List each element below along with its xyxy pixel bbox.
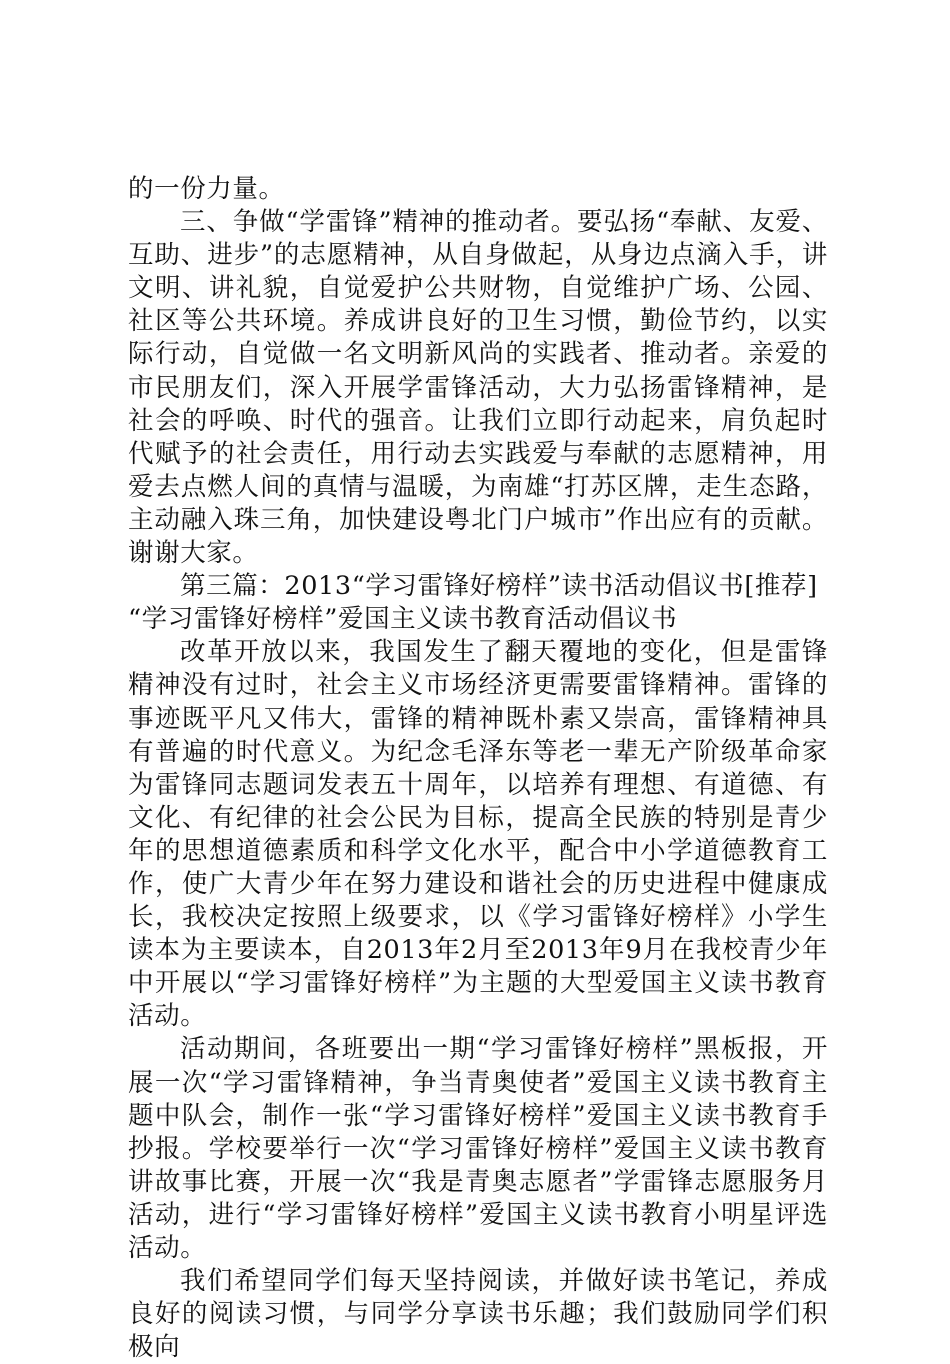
paragraph-background: 改革开放以来，我国发生了翻天覆地的变化，但是雷锋精神没有过时，社会主义市场经济更需要雷锋精神。雷锋的事迹既平凡又伟大，雷锋的精神既朴素又崇高，雷锋精神具有普遍的时代意义。为纪念毛泽东等老一辈无产阶级革命家为雷锋同志题词发表五十周年，以培养有理想、有道德、有文化、有纪律的社会公民为目标，提高全民族的特别是青少年的思想道德素质和科学文化水平，配合中小学道德教育工作，使广大青少年在努力建设和谐社会的历史进程中健康成长，我校决定按照上级要求，以《学习雷锋好榜样》小学生读本为主要读本，自2013年2月至2013年9月在我校青少年中开展以“学习雷锋好榜样”为主题的大型爱国主义读书教育活动。 (128, 637, 828, 1032)
proposal-title: “学习雷锋好榜样”爱国主义读书教育活动倡议书 (128, 604, 678, 635)
paragraph-continuation: 的一份力量。 (128, 174, 285, 204)
paragraph-hopes: 我们希望同学们每天坚持阅读，并做好读书笔记，养成良好的阅读习惯，与同学分享读书乐趣；我们鼓励同学们积极向 (128, 1266, 828, 1363)
paragraph-activities: 活动期间，各班要出一期“学习雷锋好榜样”黑板报，开展一次“学习雷锋精神，争当青奥使者”爱国主义读书教育主题中队会，制作一张“学习雷锋好榜样”爱国主义读书教育手抄报。学校要举行一次“学习雷锋好榜样”爱国主义读书教育讲故事比赛，开展一次“我是青奥志愿者”学雷锋志愿服务月活动，进行“学习雷锋好榜样”爱国主义读书教育小明星评选活动。 (128, 1034, 828, 1263)
paragraph-point-three: 三、争做“学雷锋”精神的推动者。要弘扬“奉献、友爱、互助、进步”的志愿精神，从自身做起，从身边点滴入手，讲文明、讲礼貌，自觉爱护公共财物，自觉维护广场、公园、社区等公共环境。养成讲良好的卫生习惯，勤俭节约，以实际行动，自觉做一名文明新风尚的实践者、推动者。亲爱的市民朋友们，深入开展学雷锋活动，大力弘扬雷锋精神，是社会的呼唤、时代的强音。让我们立即行动起来，肩负起时代赋予的社会责任，用行动去实践爱与奉献的志愿精神，用爱去点燃人间的真情与温暖，为南雄“打苏区牌，走生态路，主动融入珠三角，加快建设粤北门户城市”作出应有的贡献。谢谢大家。 (128, 207, 828, 569)
body-text (128, 173, 828, 1364)
section-heading: 第三篇：2013“学习雷锋好榜样”读书活动倡议书[推荐] (180, 571, 818, 602)
